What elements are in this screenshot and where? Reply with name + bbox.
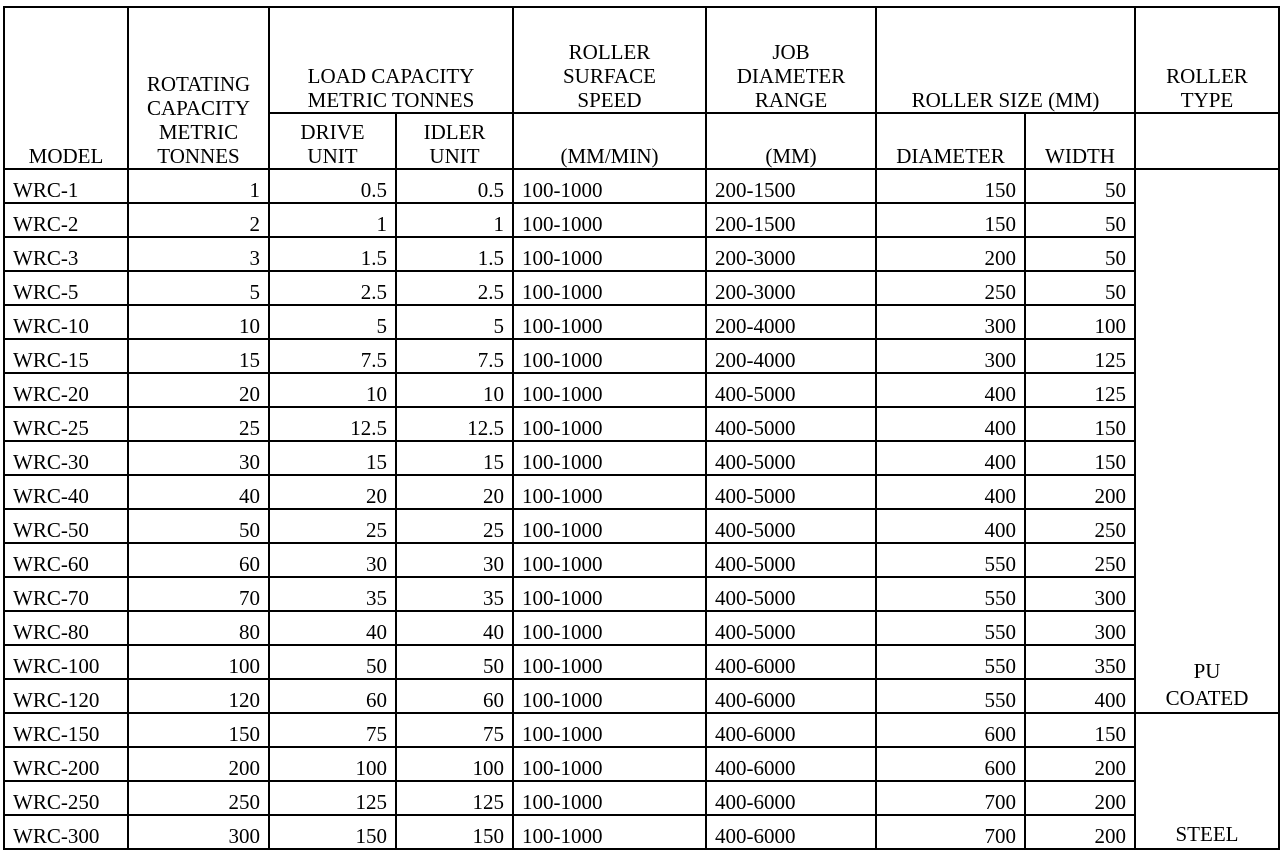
cell-roller-diameter: 600 — [876, 747, 1025, 781]
cell-idler-unit: 1 — [396, 203, 513, 237]
header-line: SURFACE — [563, 64, 656, 88]
cell-job-diameter-range: 400-6000 — [706, 747, 876, 781]
cell-drive-unit: 5 — [269, 305, 396, 339]
cell-idler-unit: 12.5 — [396, 407, 513, 441]
cell-roller-width: 250 — [1025, 509, 1135, 543]
cell-job-diameter-range: 400-6000 — [706, 815, 876, 849]
cell-surface-speed: 100-1000 — [513, 577, 706, 611]
cell-roller-diameter: 400 — [876, 509, 1025, 543]
cell-idler-unit: 15 — [396, 441, 513, 475]
cell-roller-width: 200 — [1025, 781, 1135, 815]
cell-roller-width: 125 — [1025, 373, 1135, 407]
cell-roller-type — [1135, 713, 1279, 849]
cell-idler-unit: 20 — [396, 475, 513, 509]
cell-rotating-capacity: 40 — [128, 475, 269, 509]
roller-type-line: STEEL — [1175, 822, 1239, 846]
header-line: DRIVE — [300, 120, 365, 144]
roller-spec-table — [3, 6, 1280, 850]
cell-model: WRC-50 — [4, 509, 128, 543]
cell-rotating-capacity: 1 — [128, 169, 269, 203]
cell-job-diameter-range: 400-6000 — [706, 781, 876, 815]
header-roller-surface-speed — [513, 7, 706, 113]
header-rotating-capacity — [128, 7, 269, 169]
table-row — [4, 577, 1279, 611]
cell-job-diameter-range: 200-1500 — [706, 203, 876, 237]
cell-idler-unit: 150 — [396, 815, 513, 849]
cell-idler-unit: 100 — [396, 747, 513, 781]
cell-drive-unit: 100 — [269, 747, 396, 781]
cell-rotating-capacity: 3 — [128, 237, 269, 271]
cell-job-diameter-range: 400-5000 — [706, 577, 876, 611]
cell-surface-speed: 100-1000 — [513, 169, 706, 203]
cell-drive-unit: 1 — [269, 203, 396, 237]
cell-surface-speed: 100-1000 — [513, 305, 706, 339]
table-row — [4, 611, 1279, 645]
cell-job-diameter-range: 400-5000 — [706, 509, 876, 543]
cell-rotating-capacity: 25 — [128, 407, 269, 441]
cell-model: WRC-80 — [4, 611, 128, 645]
cell-roller-diameter: 150 — [876, 169, 1025, 203]
cell-rotating-capacity: 10 — [128, 305, 269, 339]
cell-drive-unit: 125 — [269, 781, 396, 815]
cell-drive-unit: 60 — [269, 679, 396, 713]
table-row — [4, 679, 1279, 713]
cell-job-diameter-range: 200-4000 — [706, 305, 876, 339]
header-idler-unit — [396, 113, 513, 169]
cell-model: WRC-120 — [4, 679, 128, 713]
cell-job-diameter-range: 200-1500 — [706, 169, 876, 203]
header-line: ROLLER — [568, 40, 651, 64]
cell-model: WRC-60 — [4, 543, 128, 577]
cell-model: WRC-1 — [4, 169, 128, 203]
cell-roller-diameter: 250 — [876, 271, 1025, 305]
cell-surface-speed: 100-1000 — [513, 815, 706, 849]
table-row — [4, 339, 1279, 373]
cell-roller-width: 350 — [1025, 645, 1135, 679]
cell-roller-width: 50 — [1025, 203, 1135, 237]
cell-drive-unit: 50 — [269, 645, 396, 679]
cell-idler-unit: 30 — [396, 543, 513, 577]
header-job-diameter-range — [706, 7, 876, 113]
header-line: ROTATING — [146, 72, 251, 96]
cell-surface-speed: 100-1000 — [513, 407, 706, 441]
cell-drive-unit: 10 — [269, 373, 396, 407]
cell-drive-unit: 7.5 — [269, 339, 396, 373]
table-row — [4, 543, 1279, 577]
cell-model: WRC-70 — [4, 577, 128, 611]
cell-roller-diameter: 200 — [876, 237, 1025, 271]
cell-model: WRC-40 — [4, 475, 128, 509]
cell-roller-diameter: 550 — [876, 679, 1025, 713]
cell-surface-speed: 100-1000 — [513, 611, 706, 645]
cell-roller-width: 200 — [1025, 815, 1135, 849]
cell-roller-diameter: 700 — [876, 781, 1025, 815]
cell-idler-unit: 125 — [396, 781, 513, 815]
cell-idler-unit: 75 — [396, 713, 513, 747]
header-line: METRIC TONNES — [307, 88, 475, 112]
cell-job-diameter-range: 200-4000 — [706, 339, 876, 373]
cell-idler-unit: 0.5 — [396, 169, 513, 203]
cell-job-diameter-range: 400-5000 — [706, 475, 876, 509]
table-row — [4, 373, 1279, 407]
cell-model: WRC-200 — [4, 747, 128, 781]
cell-model: WRC-150 — [4, 713, 128, 747]
table-row — [4, 441, 1279, 475]
header-drive-unit — [269, 113, 396, 169]
cell-rotating-capacity: 120 — [128, 679, 269, 713]
cell-rotating-capacity: 250 — [128, 781, 269, 815]
cell-roller-width: 150 — [1025, 407, 1135, 441]
cell-surface-speed: 100-1000 — [513, 339, 706, 373]
cell-idler-unit: 5 — [396, 305, 513, 339]
header-line: RANGE — [754, 88, 828, 112]
header-width: WIDTH — [1025, 113, 1135, 169]
header-line: TONNES — [157, 144, 240, 168]
cell-roller-diameter: 700 — [876, 815, 1025, 849]
header-line: UNIT — [429, 144, 480, 168]
cell-idler-unit: 50 — [396, 645, 513, 679]
header-line: SPEED — [577, 88, 642, 112]
cell-job-diameter-range: 400-5000 — [706, 611, 876, 645]
cell-drive-unit: 15 — [269, 441, 396, 475]
cell-roller-width: 400 — [1025, 679, 1135, 713]
cell-idler-unit: 10 — [396, 373, 513, 407]
roller-type-line: PU — [1193, 659, 1221, 683]
cell-idler-unit: 35 — [396, 577, 513, 611]
cell-roller-diameter: 550 — [876, 611, 1025, 645]
table-row — [4, 747, 1279, 781]
header-load-capacity — [269, 7, 513, 113]
header-line: CAPACITY — [146, 96, 251, 120]
cell-idler-unit: 25 — [396, 509, 513, 543]
table-row — [4, 815, 1279, 849]
table-row — [4, 713, 1279, 747]
cell-model: WRC-10 — [4, 305, 128, 339]
table-row — [4, 509, 1279, 543]
cell-model: WRC-25 — [4, 407, 128, 441]
cell-drive-unit: 25 — [269, 509, 396, 543]
cell-job-diameter-range: 400-5000 — [706, 407, 876, 441]
cell-roller-diameter: 400 — [876, 373, 1025, 407]
cell-rotating-capacity: 150 — [128, 713, 269, 747]
cell-roller-width: 300 — [1025, 577, 1135, 611]
cell-roller-width: 150 — [1025, 441, 1135, 475]
cell-job-diameter-range: 400-6000 — [706, 645, 876, 679]
cell-job-diameter-range: 400-5000 — [706, 543, 876, 577]
cell-surface-speed: 100-1000 — [513, 203, 706, 237]
cell-rotating-capacity: 300 — [128, 815, 269, 849]
header-speed-unit: (MM/MIN) — [513, 113, 706, 169]
cell-drive-unit: 30 — [269, 543, 396, 577]
header-diameter: DIAMETER — [876, 113, 1025, 169]
cell-surface-speed: 100-1000 — [513, 543, 706, 577]
cell-roller-diameter: 400 — [876, 441, 1025, 475]
cell-roller-diameter: 550 — [876, 543, 1025, 577]
cell-job-diameter-range: 400-6000 — [706, 679, 876, 713]
table-row — [4, 305, 1279, 339]
cell-model: WRC-250 — [4, 781, 128, 815]
cell-drive-unit: 75 — [269, 713, 396, 747]
cell-roller-width: 125 — [1025, 339, 1135, 373]
header-line: IDLER — [423, 120, 486, 144]
cell-model: WRC-100 — [4, 645, 128, 679]
cell-drive-unit: 12.5 — [269, 407, 396, 441]
cell-rotating-capacity: 50 — [128, 509, 269, 543]
header-roller-size: ROLLER SIZE (MM) — [876, 7, 1135, 113]
cell-roller-width: 200 — [1025, 475, 1135, 509]
cell-rotating-capacity: 80 — [128, 611, 269, 645]
cell-surface-speed: 100-1000 — [513, 475, 706, 509]
cell-surface-speed: 100-1000 — [513, 645, 706, 679]
cell-model: WRC-20 — [4, 373, 128, 407]
cell-idler-unit: 1.5 — [396, 237, 513, 271]
cell-roller-diameter: 400 — [876, 407, 1025, 441]
cell-idler-unit: 2.5 — [396, 271, 513, 305]
cell-rotating-capacity: 100 — [128, 645, 269, 679]
header-line: ROLLER — [1166, 64, 1248, 88]
cell-roller-width: 250 — [1025, 543, 1135, 577]
table-row — [4, 407, 1279, 441]
cell-job-diameter-range: 400-5000 — [706, 441, 876, 475]
cell-rotating-capacity: 20 — [128, 373, 269, 407]
header-line: TYPE — [1180, 88, 1234, 112]
cell-model: WRC-3 — [4, 237, 128, 271]
cell-drive-unit: 40 — [269, 611, 396, 645]
cell-job-diameter-range: 200-3000 — [706, 237, 876, 271]
table-body — [4, 169, 1279, 849]
header-line: LOAD CAPACITY — [307, 64, 475, 88]
cell-model: WRC-30 — [4, 441, 128, 475]
header-line: DIAMETER — [736, 64, 846, 88]
cell-roller-diameter: 150 — [876, 203, 1025, 237]
cell-rotating-capacity: 60 — [128, 543, 269, 577]
cell-roller-type — [1135, 169, 1279, 713]
header-roller-type — [1135, 7, 1279, 113]
table-row — [4, 645, 1279, 679]
cell-rotating-capacity: 15 — [128, 339, 269, 373]
cell-rotating-capacity: 200 — [128, 747, 269, 781]
cell-surface-speed: 100-1000 — [513, 441, 706, 475]
cell-rotating-capacity: 5 — [128, 271, 269, 305]
cell-drive-unit: 35 — [269, 577, 396, 611]
cell-surface-speed: 100-1000 — [513, 271, 706, 305]
cell-rotating-capacity: 30 — [128, 441, 269, 475]
table-row — [4, 169, 1279, 203]
table-row — [4, 475, 1279, 509]
header-line: JOB — [772, 40, 810, 64]
cell-surface-speed: 100-1000 — [513, 509, 706, 543]
header-line: UNIT — [307, 144, 358, 168]
cell-model: WRC-300 — [4, 815, 128, 849]
cell-rotating-capacity: 2 — [128, 203, 269, 237]
cell-roller-width: 200 — [1025, 747, 1135, 781]
cell-roller-width: 50 — [1025, 237, 1135, 271]
cell-roller-width: 50 — [1025, 169, 1135, 203]
cell-drive-unit: 20 — [269, 475, 396, 509]
cell-roller-diameter: 300 — [876, 305, 1025, 339]
cell-surface-speed: 100-1000 — [513, 237, 706, 271]
cell-roller-width: 300 — [1025, 611, 1135, 645]
cell-roller-width: 100 — [1025, 305, 1135, 339]
cell-drive-unit: 0.5 — [269, 169, 396, 203]
cell-idler-unit: 7.5 — [396, 339, 513, 373]
cell-model: WRC-2 — [4, 203, 128, 237]
cell-job-diameter-range: 400-5000 — [706, 373, 876, 407]
cell-roller-diameter: 550 — [876, 577, 1025, 611]
cell-surface-speed: 100-1000 — [513, 373, 706, 407]
header-job-diameter-unit: (MM) — [706, 113, 876, 169]
cell-surface-speed: 100-1000 — [513, 679, 706, 713]
cell-drive-unit: 1.5 — [269, 237, 396, 271]
cell-job-diameter-range: 200-3000 — [706, 271, 876, 305]
header-line: METRIC — [158, 120, 239, 144]
cell-roller-width: 150 — [1025, 713, 1135, 747]
cell-idler-unit: 60 — [396, 679, 513, 713]
cell-roller-diameter: 300 — [876, 339, 1025, 373]
cell-job-diameter-range: 400-6000 — [706, 713, 876, 747]
roller-type-line: COATED — [1165, 686, 1249, 710]
cell-roller-diameter: 400 — [876, 475, 1025, 509]
table-row — [4, 781, 1279, 815]
cell-surface-speed: 100-1000 — [513, 781, 706, 815]
table-row — [4, 203, 1279, 237]
cell-surface-speed: 100-1000 — [513, 747, 706, 781]
cell-rotating-capacity: 70 — [128, 577, 269, 611]
header-roller-type-blank — [1135, 113, 1279, 169]
cell-roller-diameter: 550 — [876, 645, 1025, 679]
header-model: MODEL — [4, 7, 128, 169]
cell-model: WRC-5 — [4, 271, 128, 305]
table-row — [4, 271, 1279, 305]
cell-model: WRC-15 — [4, 339, 128, 373]
cell-drive-unit: 2.5 — [269, 271, 396, 305]
cell-roller-width: 50 — [1025, 271, 1135, 305]
cell-roller-diameter: 600 — [876, 713, 1025, 747]
table-row — [4, 237, 1279, 271]
cell-drive-unit: 150 — [269, 815, 396, 849]
cell-surface-speed: 100-1000 — [513, 713, 706, 747]
cell-idler-unit: 40 — [396, 611, 513, 645]
